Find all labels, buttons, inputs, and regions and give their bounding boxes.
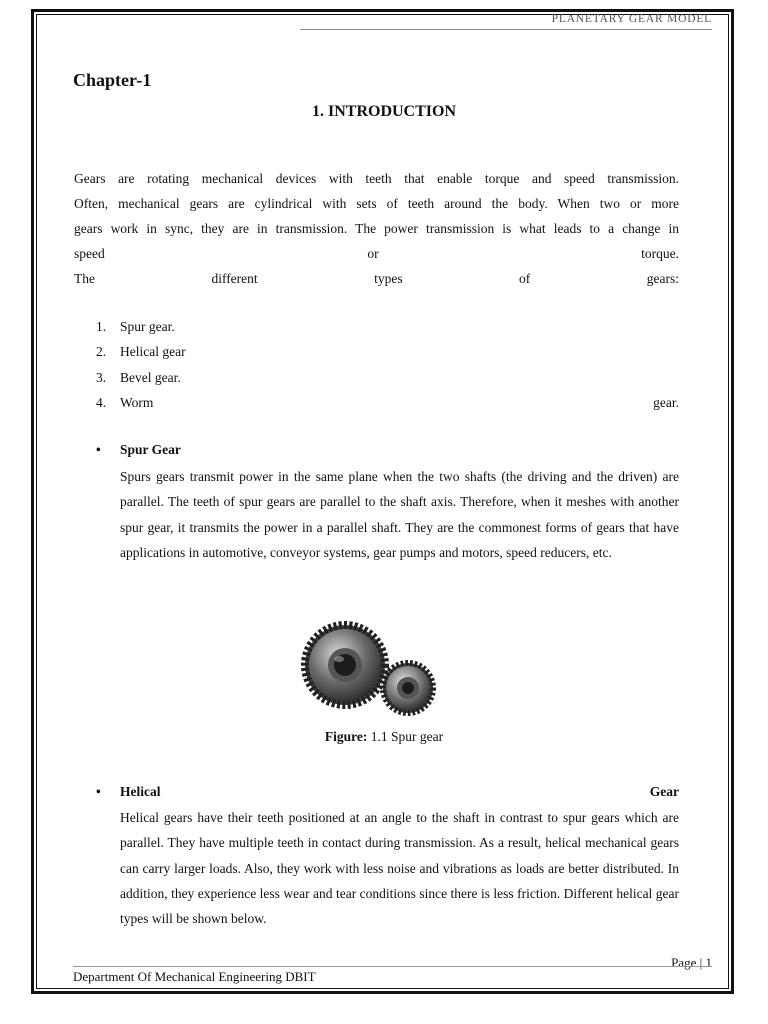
intro-word: of	[519, 271, 531, 286]
intro-word: or	[367, 246, 379, 261]
intro-word: gears:	[646, 271, 679, 286]
list-item	[96, 365, 679, 390]
list-number: 2.	[96, 344, 107, 360]
figure-caption	[0, 729, 768, 745]
intro-line-3: gears work in sync, they are in transmission. The power transmission is what leads to a change in	[74, 221, 679, 236]
heading-text: Helical	[120, 784, 161, 799]
heading-text: Spur Gear	[120, 442, 181, 457]
small-gear-icon	[383, 663, 433, 713]
section-title: 1. INTRODUCTION	[311, 103, 456, 120]
chapter-label: Chapter-1	[73, 70, 152, 90]
spur-gear-heading	[96, 442, 679, 458]
intro-word: speed	[74, 246, 105, 261]
intro-word: types	[374, 271, 403, 286]
intro-line-5	[74, 266, 679, 291]
intro-word: different	[211, 271, 258, 286]
intro-word: The	[74, 271, 95, 286]
list-item	[96, 314, 679, 339]
figure-text: 1.1 Spur gear	[367, 729, 444, 744]
list-number: 3.	[96, 369, 107, 385]
list-label: Spur gear.	[120, 319, 175, 334]
list-label: Helical gear	[120, 344, 186, 360]
intro-line-2: Often, mechanical gears are cylindrical with sets of teeth around the body. When two or more	[74, 196, 679, 211]
footer-rule	[73, 966, 712, 967]
bullet-icon: •	[96, 442, 101, 457]
heading-text: Gear	[649, 784, 679, 799]
intro-paragraph	[74, 166, 679, 291]
helical-gear-paragraph: Helical gears have their teeth positioned at an angle to the shaft in contrast to spur gears which are parallel. They have multiple teeth in contact during transmission. As a result, helical mechanical gears can carry larger loads. Also, they work with less noise and vibrations as loads are better distributed. In addition, they experience less wear and tear conditions since there is less friction. Different helical gear types will be shown below.	[120, 810, 679, 927]
intro-word: torque.	[641, 246, 679, 261]
list-number: 4.	[96, 394, 107, 410]
header-rule	[300, 29, 712, 30]
list-item	[96, 390, 679, 415]
list-label: Worm	[120, 394, 154, 410]
intro-line-4	[74, 241, 679, 266]
bullet-icon: •	[96, 784, 101, 799]
spur-gear-image	[290, 613, 475, 723]
list-number: 1.	[96, 319, 107, 334]
spur-gear-paragraph: Spurs gears transmit power in the same plane when the two shafts (the driving and the driven) are parallel. The teeth of spur gears are parallel to the shaft axis. Therefore, when it meshes with another spur gear, it transmits the power in a parallel shaft. They are the commonest forms of gears that have applications in automotive, conveyor systems, gear pumps and motors, speed reducers, etc.	[120, 469, 679, 560]
large-gear-icon	[305, 625, 385, 705]
list-item	[96, 339, 679, 364]
page-number: Page | 1	[671, 955, 712, 970]
intro-line-1: Gears are rotating mechanical devices with teeth that enable torque and speed transmission.	[74, 171, 679, 186]
figure-label: Figure:	[324, 729, 368, 744]
list-label: Bevel gear.	[120, 369, 181, 385]
running-header: PLANETARY GEAR MODEL	[551, 13, 712, 25]
list-label: gear.	[653, 394, 679, 410]
footer-department: Department Of Mechanical Engineering DBIT	[73, 969, 316, 984]
gear-types-list	[96, 314, 679, 415]
helical-gear-heading	[96, 784, 679, 800]
